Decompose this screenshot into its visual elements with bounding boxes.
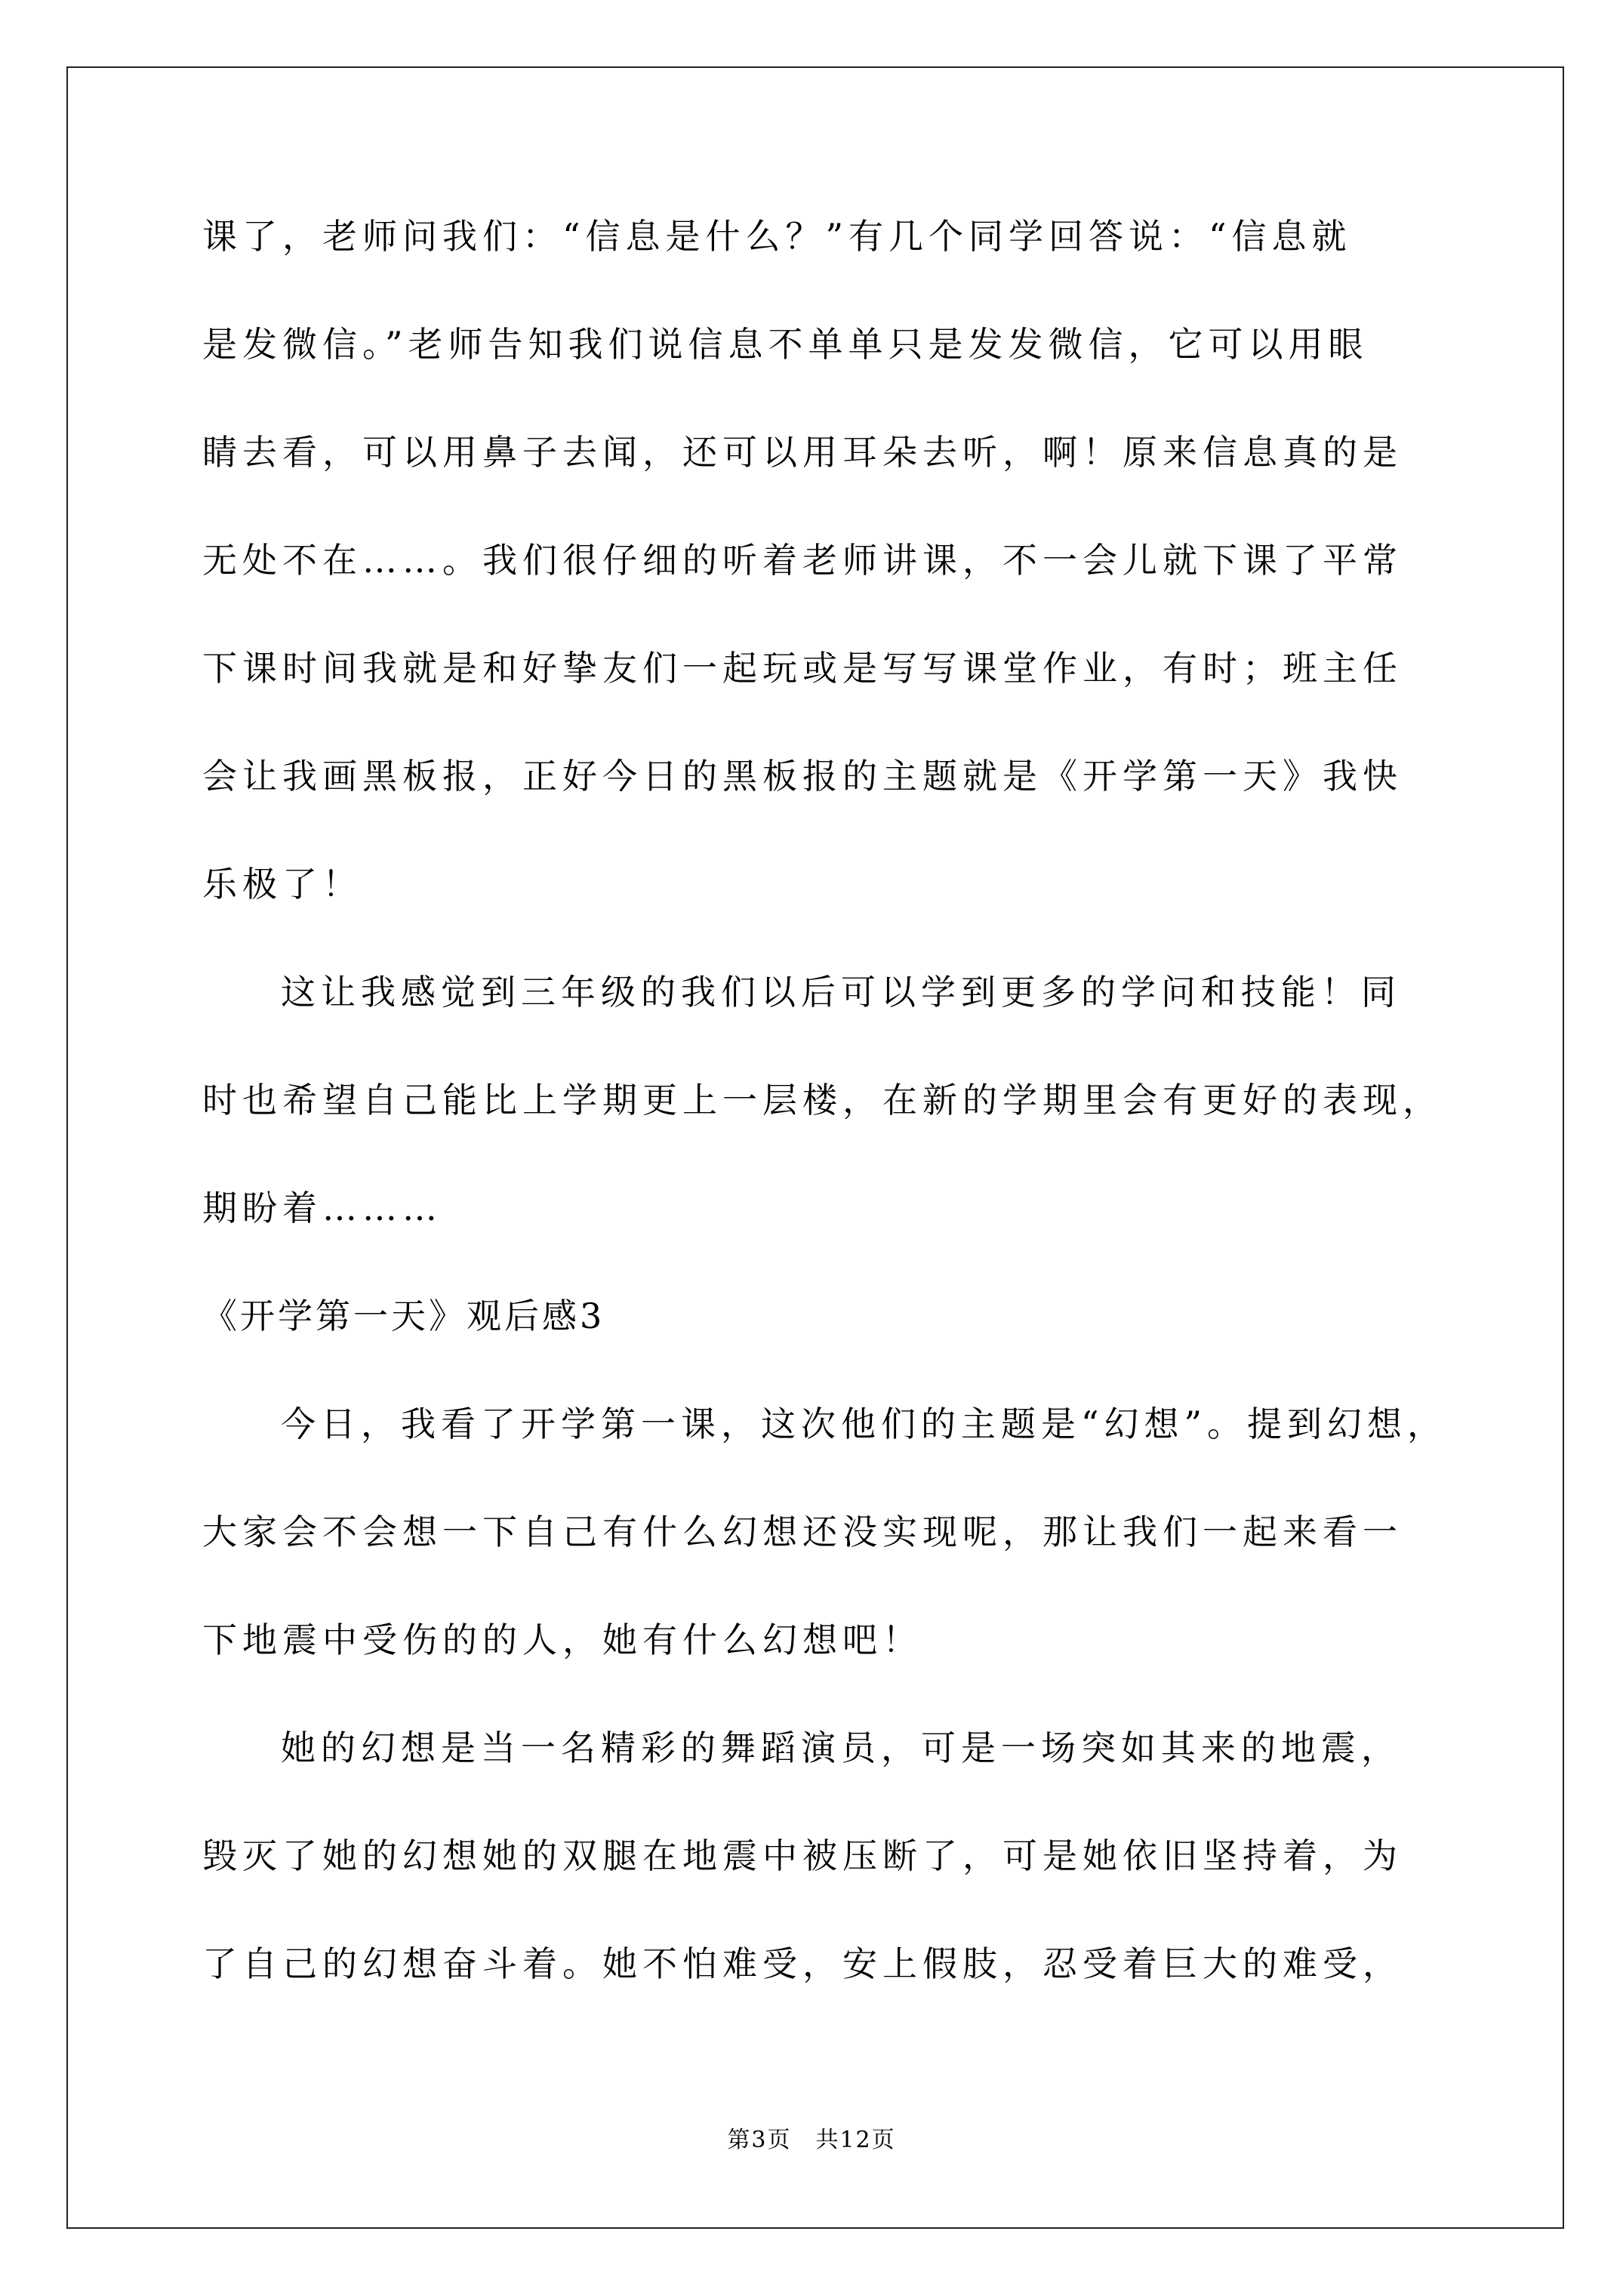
paragraph-start-line: 她的幻想是当一名精彩的舞蹈演员，可是一场突如其来的地震， bbox=[281, 1727, 1401, 1768]
paragraph-start-line: 这让我感觉到三年级的我们以后可以学到更多的学问和技能！同 bbox=[281, 972, 1401, 1012]
text-line: 乐极了！ bbox=[202, 864, 362, 905]
text-line: 下地震中受伤的的人，她有什么幻想吧！ bbox=[202, 1620, 922, 1660]
text-line: 是发微信。”老师告知我们说信息不单单只是发发微信，它可以用眼 bbox=[202, 324, 1369, 365]
text-line: 时也希望自己能比上学期更上一层楼，在新的学期里会有更好的表现， bbox=[202, 1080, 1443, 1120]
text-line: 大家会不会想一下自己有什么幻想还没实现呢，那让我们一起来看一 bbox=[202, 1512, 1403, 1552]
text-line: 下课时间我就是和好挚友们一起玩或是写写课堂作业，有时；班主任 bbox=[202, 648, 1403, 689]
text-line: 了自己的幻想奋斗着。她不怕难受，安上假肢，忍受着巨大的难受， bbox=[202, 1943, 1403, 1984]
text-line: 无处不在……。我们很仔细的听着老师讲课，不一会儿就下课了平常 bbox=[202, 540, 1403, 581]
text-line: 会让我画黑板报，正好今日的黑板报的主题就是《开学第一天》我快 bbox=[202, 756, 1403, 797]
text-line: 期盼着……… bbox=[202, 1188, 442, 1228]
document-body bbox=[202, 216, 1448, 2054]
paragraph-start-line: 今日，我看了开学第一课，这次他们的主题是“幻想”。提到幻想， bbox=[281, 1404, 1448, 1444]
text-line: 课了，老师问我们：“信息是什么？”有几个同学回答说：“信息就 bbox=[202, 216, 1352, 257]
section-heading: 《开学第一天》观后感3 bbox=[202, 1296, 605, 1336]
page-number-footer: 第3页 共12页 bbox=[727, 2127, 896, 2153]
text-line: 睛去看，可以用鼻子去闻，还可以用耳朵去听，啊！原来信息真的是 bbox=[202, 432, 1403, 473]
text-line: 毁灭了她的幻想她的双腿在地震中被压断了，可是她依旧坚持着，为 bbox=[202, 1835, 1403, 1876]
